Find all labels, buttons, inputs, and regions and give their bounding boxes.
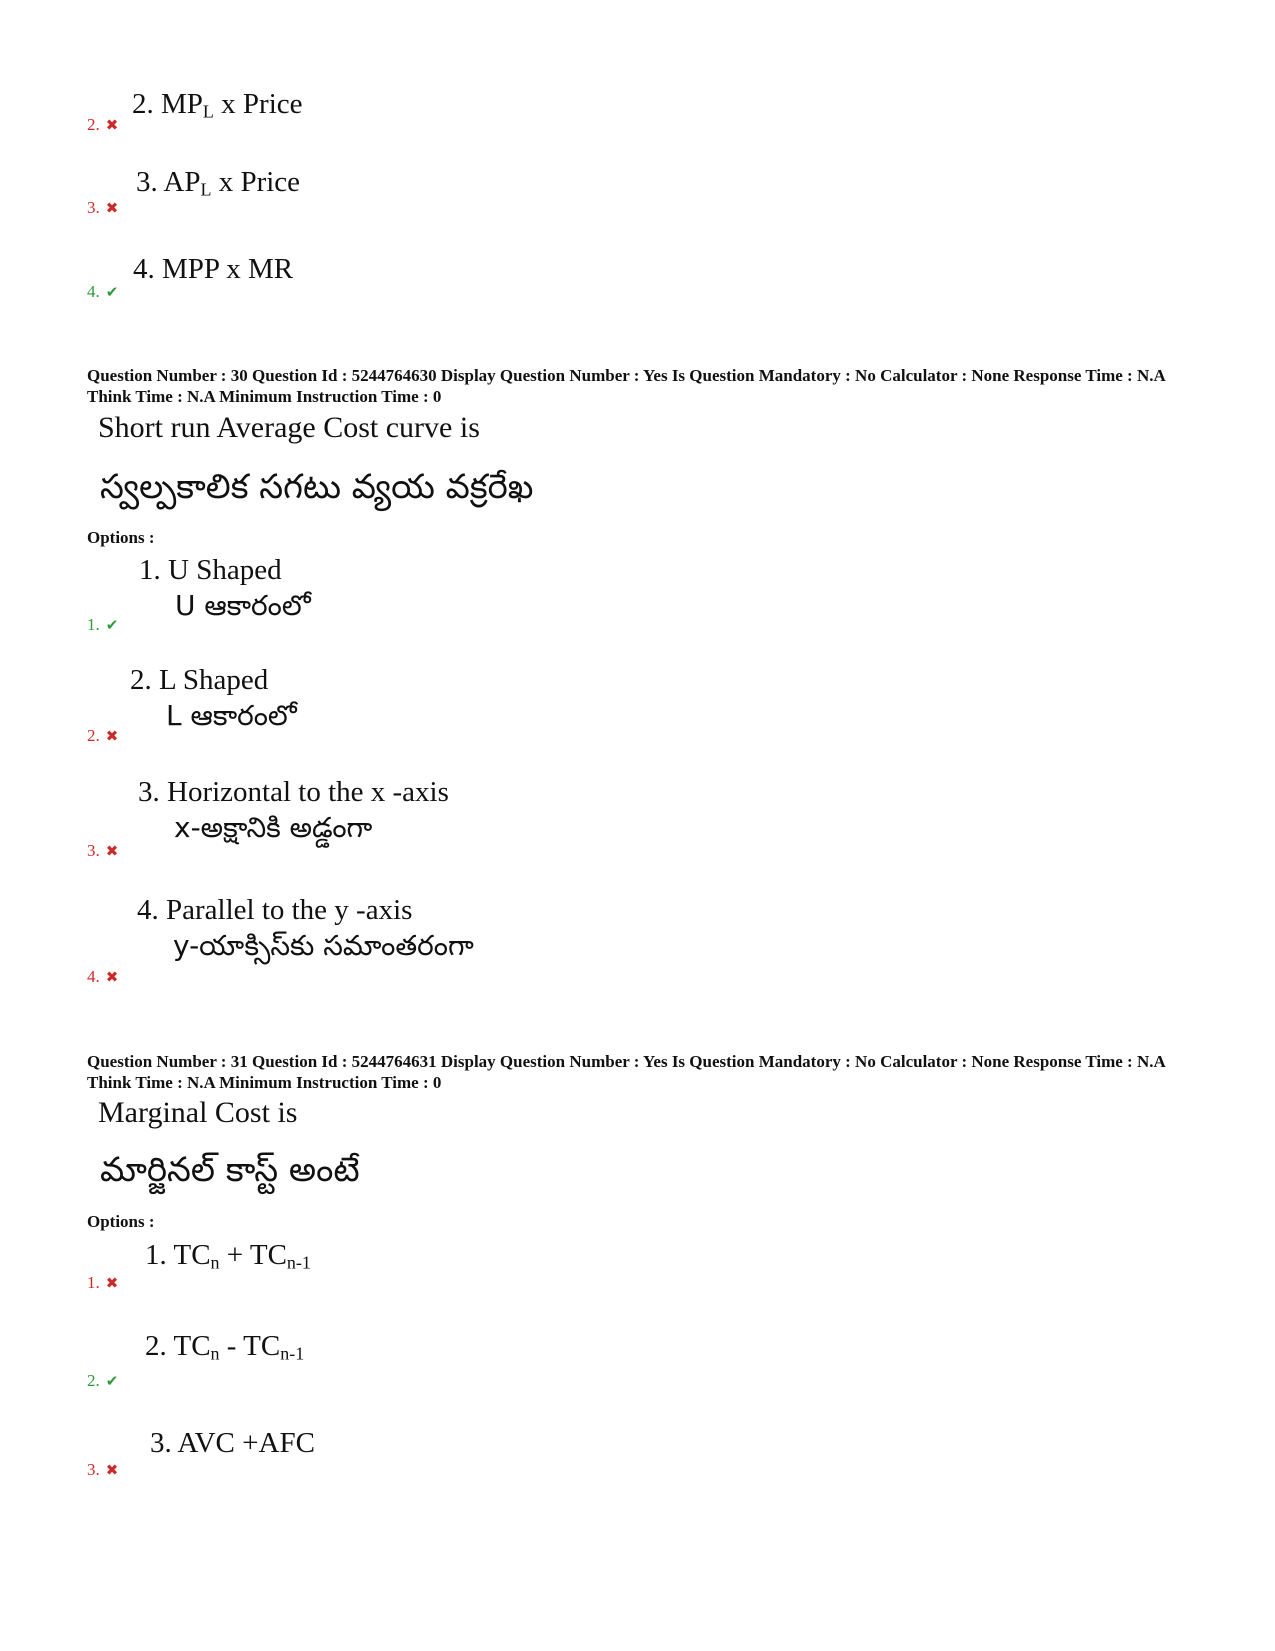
question-30-stem-te: స్వల్పకాలిక సగటు వ్యయ వక్రరేఖ: [100, 467, 534, 507]
q30-option-1-number: 1. ✔: [87, 615, 119, 634]
q31-option-3: 3. AVC +AFC: [150, 1427, 315, 1459]
wrong-icon: ✖: [105, 844, 119, 860]
prev-option-2-number: 2. ✖: [87, 115, 119, 134]
q30-option-3: 3. Horizontal to the x -axis x-అక్షానికి అడ్డంగా: [138, 776, 449, 845]
prev-option-4-number: 4. ✔: [87, 282, 119, 301]
question-30-stem-en: Short run Average Cost curve is: [98, 411, 480, 444]
prev-option-3: 3. $AP_L$ x Price: [136, 166, 301, 200]
q30-option-2: 2. L Shaped L ఆకారంలో: [130, 664, 297, 733]
prev-option-3-number: 3. ✖: [87, 198, 119, 217]
q31-option-2-number: 2. ✔: [87, 1371, 119, 1390]
question-31-meta: Question Number : 31 Question Id : 5244764631 Display Question Number : Yes Is Question Mandatory : No Calculator : None Response Time : N.A Think Time : N.A Minimum Instruction Time : 0: [87, 1052, 1165, 1092]
check-icon: ✔: [105, 285, 119, 301]
q31-option-1: 1. $TC_n + TC_{n-1}$: [145, 1239, 311, 1273]
q31-option-1-number: 1. ✖: [87, 1273, 119, 1292]
q30-option-4-number: 4. ✖: [87, 967, 119, 986]
question-30-meta: Question Number : 30 Question Id : 5244764630 Display Question Number : Yes Is Question Mandatory : No Calculator : None Response Time : N.A Think Time : N.A Minimum Instruction Time : 0: [87, 366, 1165, 406]
prev-option-2: 2. $MP_L$ x Price: [132, 88, 303, 122]
q31-option-3-number: 3. ✖: [87, 1460, 119, 1479]
wrong-icon: ✖: [105, 729, 119, 745]
question-31-stem-en: Marginal Cost is: [98, 1096, 298, 1129]
question-30-options-label: Options :: [87, 528, 155, 547]
prev-option-4: 4. MPP x MR: [133, 253, 294, 285]
check-icon: ✔: [105, 1374, 119, 1390]
question-31-stem-te: మార్జినల్ కాస్ట్ అంటే: [100, 1150, 360, 1190]
wrong-icon: ✖: [105, 1276, 119, 1292]
question-31-options-label: Options :: [87, 1212, 155, 1231]
wrong-icon: ✖: [105, 201, 119, 217]
q30-option-3-number: 3. ✖: [87, 841, 119, 860]
q31-option-2: 2. $TC_n - TC_{n-1}$: [145, 1330, 305, 1364]
wrong-icon: ✖: [105, 1463, 119, 1479]
check-icon: ✔: [105, 618, 119, 634]
q30-option-2-number: 2. ✖: [87, 726, 119, 745]
q30-option-1: 1. U Shaped U ఆకారంలో: [139, 554, 311, 623]
wrong-icon: ✖: [105, 118, 119, 134]
q30-option-4: 4. Parallel to the y -axis y-యాక్సిస్‌కు సమాంతరంగా: [137, 894, 474, 963]
wrong-icon: ✖: [105, 970, 119, 986]
